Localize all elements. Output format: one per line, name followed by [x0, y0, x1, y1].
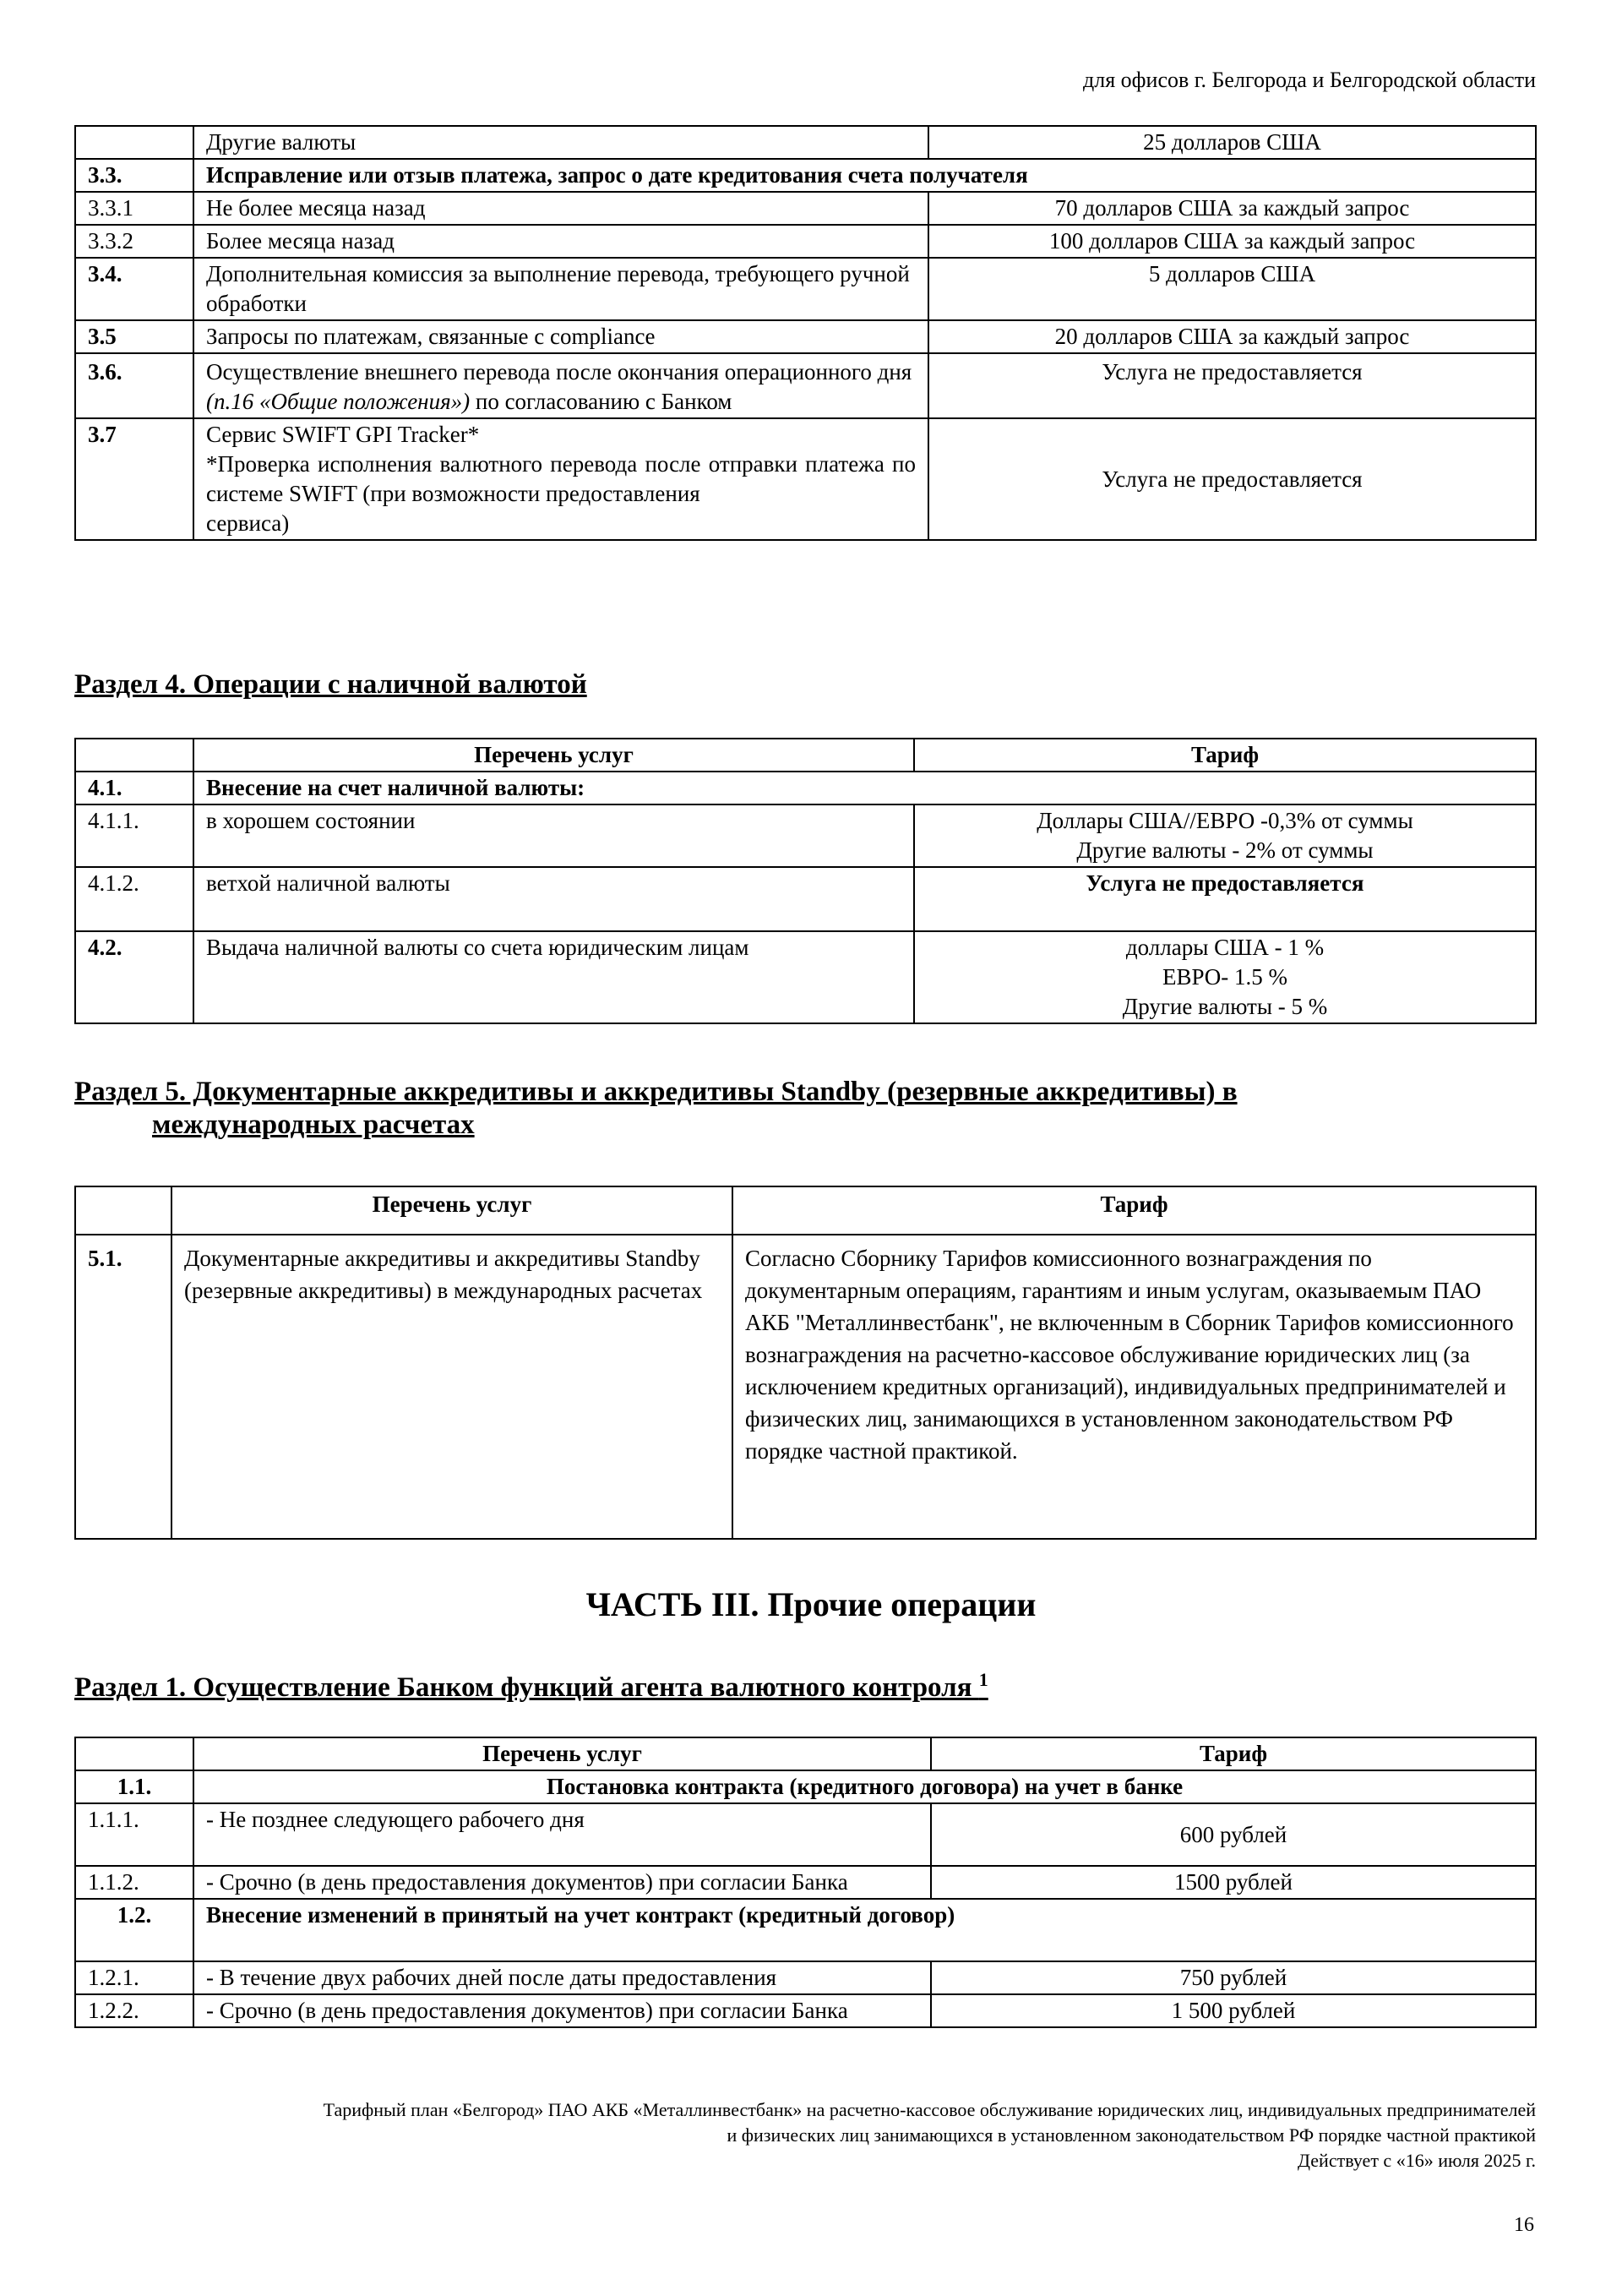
service-name: Другие валюты: [193, 126, 928, 159]
row-number: 5.1.: [75, 1235, 171, 1539]
service-name: Более месяца назад: [193, 225, 928, 258]
service-name: Выдача наличной валюты со счета юридическим лицам: [193, 931, 914, 1023]
service-name: ветхой наличной валюты: [193, 867, 914, 931]
column-header-services: Перечень услуг: [193, 739, 914, 772]
table-row: [75, 867, 1536, 931]
service-name: в хорошем состоянии: [193, 804, 914, 867]
tariff-value: 70 долларов США за каждый запрос: [928, 192, 1536, 225]
tariff-value: 100 долларов США за каждый запрос: [928, 225, 1536, 258]
row-number: 4.1.: [75, 772, 193, 804]
row-number: 3.3.2: [75, 225, 193, 258]
letters-of-credit-table: [74, 1186, 1537, 1540]
tariff-value: 750 рублей: [931, 1961, 1536, 1994]
row-number: 1.2.1.: [75, 1961, 193, 1994]
tariff-value: Услуга не предоставляется: [914, 867, 1536, 931]
table-row: [75, 1235, 1536, 1539]
row-number: 1.1.: [75, 1770, 193, 1803]
row-number: 3.7: [75, 418, 193, 540]
row-number: 4.2.: [75, 931, 193, 1023]
row-number: 1.1.2.: [75, 1866, 193, 1899]
table-row: [75, 1899, 1536, 1961]
table-row: [75, 931, 1536, 1023]
service-name: Сервис SWIFT GPI Tracker* *Проверка исполнения валютного перевода после отправки платежа по системе SWIFT (при возможности предоставления сервиса): [193, 418, 928, 540]
service-name: Документарные аккредитивы и аккредитивы Standby (резервные аккредитивы) в международных расчетах: [171, 1235, 732, 1539]
row-number: [75, 126, 193, 159]
service-group-name: Исправление или отзыв платежа, запрос о дате кредитования счета получателя: [193, 159, 1536, 192]
table-row: [75, 1866, 1536, 1899]
service-name: - Срочно (в день предоставления документов) при согласии Банка: [193, 1994, 931, 2027]
tariff-value: 600 рублей: [931, 1803, 1536, 1866]
tariff-value: 1 500 рублей: [931, 1994, 1536, 2027]
service-name: Дополнительная комиссия за выполнение перевода, требующего ручной обработки: [193, 258, 928, 320]
service-name: - Срочно (в день предоставления документов) при согласии Банка: [193, 1866, 931, 1899]
table-row: [75, 1961, 1536, 1994]
service-name: Осуществление внешнего перевода после окончания операционного дня (п.16 «Общие положения») по согласованию с Банком: [193, 353, 928, 418]
service-group-name: Постановка контракта (кредитного договора) на учет в банке: [193, 1770, 1536, 1803]
page-footer: Тарифный план «Белгород» ПАО АКБ «Металлинвестбанк» на расчетно-кассовое обслуживание юридических лиц, индивидуальных предпринимателей и физических лиц занимающихся в установленном законодательством РФ порядке частной практикой Действует с «16» июля 2025 г.: [323, 2099, 1536, 2171]
page-header: для офисов г. Белгорода и Белгородской области: [1083, 68, 1536, 92]
table-row: [75, 772, 1536, 804]
row-number: 1.1.1.: [75, 1803, 193, 1866]
row-number: 3.3.: [75, 159, 193, 192]
row-number: 3.6.: [75, 353, 193, 418]
row-number: 1.2.: [75, 1899, 193, 1961]
tariff-value: Доллары США//ЕВРО -0,3% от суммы Другие валюты - 2% от суммы: [914, 804, 1536, 867]
table-row: [75, 353, 1536, 418]
row-number: 1.2.2.: [75, 1994, 193, 2027]
row-number: 4.1.2.: [75, 867, 193, 931]
table-row: [75, 804, 1536, 867]
currency-control-table: [74, 1737, 1537, 2028]
footnote-marker: 1: [978, 1669, 988, 1690]
table-header-row: [75, 1186, 1536, 1235]
table-row: [75, 225, 1536, 258]
tariff-value: Услуга не предоставляется: [928, 353, 1536, 418]
section-5-title-continued: международных расчетах: [152, 1110, 475, 1140]
section-5-title: Раздел 5. Документарные аккредитивы и аккредитивы Standby (резервные аккредитивы) в: [74, 1077, 1238, 1107]
service-name: - В течение двух рабочих дней после даты предоставления: [193, 1961, 931, 1994]
section-4-title: Раздел 4. Операции с наличной валютой: [74, 669, 587, 700]
service-name: - Не позднее следующего рабочего дня: [193, 1803, 931, 1866]
table-row: [75, 418, 1536, 540]
part-3-section-1-title: Раздел 1. Осуществление Банком функций агента валютного контроля $^1$: [74, 1669, 988, 1703]
page-number: 16: [1514, 2214, 1534, 2236]
service-group-name: Внесение на счет наличной валюты:: [193, 772, 1536, 804]
table-row: [75, 126, 1536, 159]
column-header-tariff: Тариф: [914, 739, 1536, 772]
table-row: [75, 159, 1536, 192]
column-header-services: Перечень услуг: [193, 1737, 931, 1770]
tariff-value: 5 долларов США: [928, 258, 1536, 320]
table-row: [75, 320, 1536, 353]
table-row: [75, 1994, 1536, 2027]
tariff-value: Услуга не предоставляется: [928, 418, 1536, 540]
table-row: [75, 192, 1536, 225]
row-number: 3.4.: [75, 258, 193, 320]
tariff-value: 25 долларов США: [928, 126, 1536, 159]
tariff-value: 1500 рублей: [931, 1866, 1536, 1899]
part-3-title: ЧАСТЬ III. Прочие операции: [585, 1585, 1037, 1623]
tariff-value: доллары США - 1 % ЕВРО- 1.5 % Другие валюты - 5 %: [914, 931, 1536, 1023]
row-number: 3.5: [75, 320, 193, 353]
table-row: [75, 1770, 1536, 1803]
tariff-value: 20 долларов США за каждый запрос: [928, 320, 1536, 353]
row-number: 4.1.1.: [75, 804, 193, 867]
row-number: 3.3.1: [75, 192, 193, 225]
service-name: Не более месяца назад: [193, 192, 928, 225]
column-header-tariff: Тариф: [931, 1737, 1536, 1770]
cash-currency-table: [74, 738, 1537, 1024]
table-row: [75, 258, 1536, 320]
column-header-tariff: Тариф: [732, 1186, 1536, 1235]
column-header-services: Перечень услуг: [171, 1186, 732, 1235]
service-name: Запросы по платежам, связанные с compliance: [193, 320, 928, 353]
table-header-row: [75, 739, 1536, 772]
service-group-name: Внесение изменений в принятый на учет контракт (кредитный договор): [193, 1899, 1536, 1961]
currency-transfer-table: [74, 125, 1537, 541]
table-header-row: [75, 1737, 1536, 1770]
table-row: [75, 1803, 1536, 1866]
tariff-value: Согласно Сборнику Тарифов комиссионного вознаграждения по документарным операциям, гарантиям и иным услугам, оказываемым ПАО АКБ "Металлинвестбанк", не включенным в Сборник Тарифов комиссионного вознаграждения на расчетно-кассовое обслуживание юридических лиц (за исключением кредитных организаций), индивидуальных предпринимателей и физических лиц, занимающихся в установленном законодательством РФ порядке частной практикой.: [732, 1235, 1536, 1539]
